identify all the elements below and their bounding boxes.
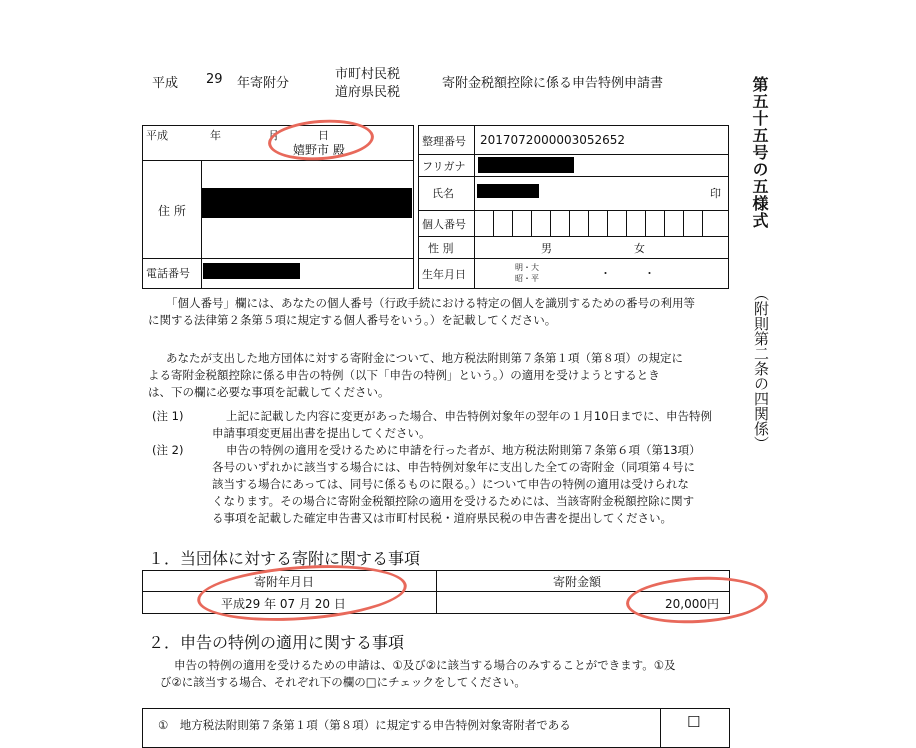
redacted-address bbox=[202, 188, 412, 218]
tax-type-prefectural: 道府県民税 bbox=[335, 85, 401, 100]
year-number: 29 bbox=[206, 72, 223, 87]
note2-line4: くなります。その場合に寄附金税額控除の適用を受けるためには、当該寄附金税額控除に関す bbox=[212, 494, 695, 508]
section1-heading: １．当団体に対する寄附に関する事項 bbox=[148, 549, 421, 568]
donation-amount-value: 20,000円 bbox=[665, 597, 719, 611]
donation-date-value: 平成29 年 07 月 20 日 bbox=[221, 597, 346, 611]
note2-line3: 該当する場合にあっては、同号に係るものに限る。）について申告の特例の適用は受けられな bbox=[212, 477, 689, 491]
era-options-1: 明・大 bbox=[515, 263, 539, 272]
note2-line2: 各号のいずれかに該当する場合には、申告特例対象年に支出した全ての寄附金（同項第４号に bbox=[212, 460, 695, 474]
intro-line3: は、下の欄に必要な事項を記載してください。 bbox=[148, 385, 390, 399]
year-era: 平成 bbox=[152, 76, 179, 91]
id-number-label: 個人番号 bbox=[422, 218, 466, 231]
eligibility-item1-checkbox[interactable]: ☐ bbox=[687, 713, 701, 731]
note2-line5: る事項を記載した確定申告書又は市町村民税・道府県民税の申告書を提出してください。 bbox=[212, 511, 672, 525]
col-donation-amount: 寄附金額 bbox=[553, 575, 602, 589]
form-number-vertical bbox=[748, 76, 774, 229]
applicant-box bbox=[418, 125, 729, 289]
year-suffix: 年寄附分 bbox=[237, 76, 290, 91]
addressee: 嬉野市 殿 bbox=[293, 143, 345, 157]
address-label: 住 所 bbox=[158, 204, 186, 218]
note2-label: (注 2) bbox=[152, 443, 184, 457]
eligibility-item1: ① 地方税法附則第７条第１項（第８項）に規定する申告特例対象寄附者である bbox=[158, 718, 571, 732]
sex-female: 女 bbox=[634, 242, 645, 255]
birthdate-label: 生年月日 bbox=[422, 268, 466, 281]
note1-line2: 申請事項変更届出書を提出してください。 bbox=[212, 426, 431, 440]
section2-heading: ２．申告の特例の適用に関する事項 bbox=[148, 633, 405, 652]
redacted-furigana bbox=[478, 157, 574, 173]
date-month-label: 月 bbox=[268, 129, 279, 142]
phone-label: 電話番号 bbox=[146, 267, 190, 280]
intro-line2: よる寄附金税額控除に係る申告の特例（以下「申告の特例」という。）の適用を受けようとするとき bbox=[148, 368, 660, 382]
form-note-vertical bbox=[750, 286, 772, 451]
sex-label: 性 別 bbox=[428, 242, 454, 255]
ref-value: 201707200000305265​2 bbox=[480, 133, 626, 147]
col-donation-date: 寄附年月日 bbox=[254, 575, 315, 589]
form-number-text: 第五十五号の五様式 bbox=[750, 76, 769, 229]
name-label: 氏名 bbox=[432, 187, 454, 200]
redacted-name bbox=[477, 184, 539, 198]
sex-male: 男 bbox=[541, 242, 552, 255]
mynumber-note-line2: に関する法律第２条第５項に規定する個人番号をいう。）を記載してください。 bbox=[148, 313, 557, 327]
date-era: 平成 bbox=[146, 129, 168, 142]
intro-line1: あなたが支出した地方団体に対する寄附金について、地方税法附則第７条第１項（第８項）の規定に bbox=[166, 351, 684, 365]
form-title: 寄附金税額控除に係る申告特例申請書 bbox=[442, 76, 664, 91]
section2-desc-line2: び②に該当する場合、それぞれ下の欄の□にチェックをしてください。 bbox=[160, 675, 526, 689]
ref-label: 整理番号 bbox=[422, 135, 466, 148]
form-note-text: （附則第二条の四関係） bbox=[752, 286, 770, 451]
seal-mark: 印 bbox=[710, 187, 721, 200]
note1-line1: 上記に記載した内容に変更があった場合、申告特例対象年の翌年の１月10日までに、申告特例 bbox=[226, 409, 713, 423]
note2-line1: 申告の特例の適用を受けるために申請を行った者が、地方税法附則第７条第６項（第13項） bbox=[226, 443, 701, 457]
date-day-label: 日 bbox=[318, 129, 329, 142]
mynumber-note-line1: 「個人番号」欄には、あなたの個人番号（行政手続における特定の個人を識別するための番号の利用等 bbox=[166, 296, 695, 310]
tax-type-municipal: 市町村民税 bbox=[335, 67, 401, 82]
era-options-2: 昭・平 bbox=[515, 274, 539, 283]
furigana-label: フリガナ bbox=[422, 160, 466, 173]
note1-label: (注 1) bbox=[152, 409, 184, 423]
birthdate-separators: ・ ・ bbox=[600, 267, 655, 280]
section2-desc-line1: 申告の特例の適用を受けるための申請は、①及び②に該当する場合のみすることができます。①及 bbox=[174, 658, 676, 672]
date-year-label: 年 bbox=[210, 129, 221, 142]
redacted-phone bbox=[203, 263, 300, 279]
